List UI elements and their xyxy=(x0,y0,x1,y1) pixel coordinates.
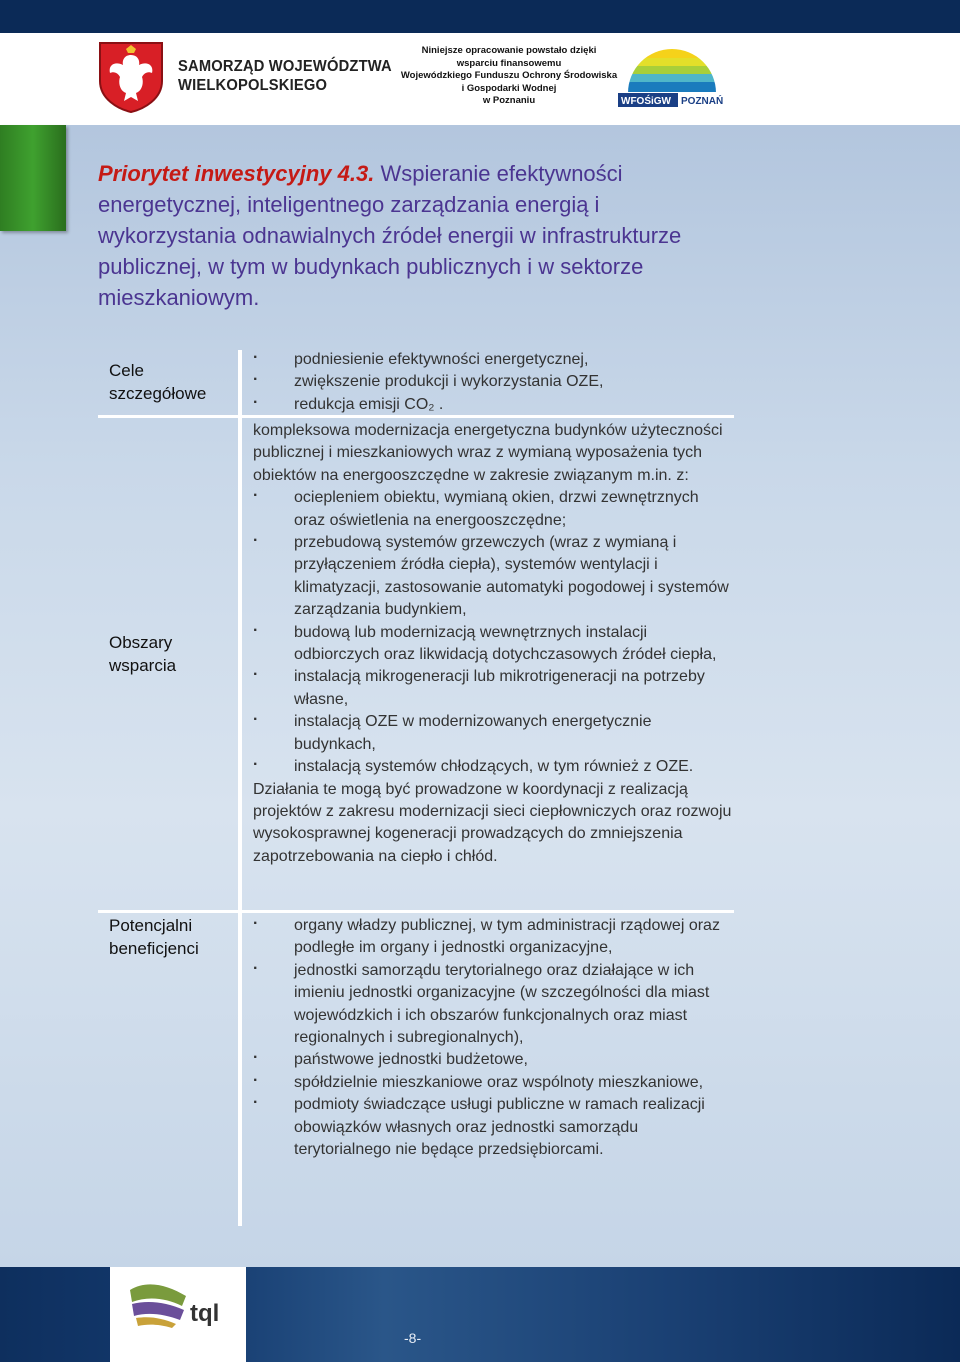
samorzad-line2: WIELKOPOLSKIEGO xyxy=(178,77,328,94)
list-item: · organy władzy publicznej, w tym administracji rządowej oraz podległe im organy i jednostki organizacyjne, xyxy=(253,915,733,960)
beneficjenci-content xyxy=(253,915,733,1161)
list-item: · zwiększenie produkcji i wykorzystania OZE, xyxy=(253,371,733,393)
obszary-outro: Działania te mogą być prowadzone w koordynacji z realizacją projektów z zakresu modernizacji sieci ciepłowniczych oraz rozwoju wysokosprawnej kogeneracji prowadzących do zmniejszenia zapotrzebowania na ciepło i chłód. xyxy=(253,780,732,865)
poznan-label: POZNAŃ xyxy=(681,96,724,107)
table-row-divider xyxy=(98,910,734,913)
list-item: · budową lub modernizacją wewnętrznych instalacji odbiorczych oraz likwidacją dotychczasowych źródeł ciepła, xyxy=(253,622,733,667)
funding-line: wsparciu finansowemu xyxy=(456,57,562,69)
row-label-cele: Cele szczegółowe xyxy=(109,361,207,403)
page-number: -8- xyxy=(404,1330,422,1346)
list-item: · redukcja emisji CO₂ . xyxy=(253,394,733,416)
wfos-label: WFOŚiGW xyxy=(621,96,671,107)
wfosigw-logo xyxy=(618,47,726,109)
obszary-intro: kompleksowa modernizacja energetyczna budynków użyteczności publicznej i mieszkaniowych wraz z wymianą wyposażenia tych obiektów na energooszczędne w zakresie związanym m.in. z: xyxy=(253,422,723,484)
funding-line: w Poznaniu xyxy=(482,95,536,107)
list-item: · spółdzielnie mieszkaniowe oraz wspólnoty mieszkaniowe, xyxy=(253,1072,733,1094)
funding-line: i Gospodarki Wodnej xyxy=(461,82,557,94)
priority-title: Wspieranie efektywności energetycznej, inteligentnego zarządzania energią i wykorzystania odnawialnych źródeł energii w infrastrukturze publicznej, w tym w budynkach publicznych i w sektorze mieszkaniowym. xyxy=(98,161,682,310)
list-item: · instalacją mikrogeneracji lub mikrotrigeneracji na potrzeby własne, xyxy=(253,666,733,711)
green-accent-box xyxy=(0,125,66,231)
samorzad-line1: SAMORZĄD WOJEWÓDZTWA xyxy=(178,58,392,75)
funding-line: Niniejsze opracowanie powstało dzięki xyxy=(421,45,597,56)
list-item: · przebudową systemów grzewczych (wraz z wymianą i przyłączeniem źródła ciepła), systemów wentylacji i klimatyzacji, zastosowanie automatyki pogodowej i systemów zarządzania budynkiem, xyxy=(253,532,733,622)
cele-content xyxy=(253,349,733,416)
tql-logo: tql xyxy=(190,1300,220,1327)
list-item: · instalacją OZE w modernizowanych energetycznie budynkach, xyxy=(253,711,733,756)
list-item: · podmioty świadczące usługi publiczne w ramach realizacji obowiązków własnych oraz jednostki samorządu terytorialnego nie będące przedsiębiorcami. xyxy=(253,1094,733,1161)
list-item: · państwowe jednostki budżetowe, xyxy=(253,1049,733,1071)
coat-of-arms-logo xyxy=(98,41,164,113)
obszary-content xyxy=(253,420,733,868)
table-vertical-divider xyxy=(238,350,242,1226)
priority-prefix: Priorytet inwestycyjny 4.3. xyxy=(98,161,375,186)
row-label-beneficjenci: Potencjalni beneficjenci xyxy=(109,916,199,958)
funding-line: Wojewódzkiego Funduszu Ochrony Środowiska xyxy=(400,70,618,82)
list-item: · jednostki samorządu terytorialnego oraz działające w ich imieniu jednostki organizacyjne (w szczególności dla miast wojewódzkich i ich obszarów funkcjonalnych oraz miast regionalnych i subregionalnych), xyxy=(253,960,733,1050)
samorzad-logo-text xyxy=(178,57,392,95)
priority-heading xyxy=(98,158,738,313)
list-item: · instalacją systemów chłodzących, w tym również z OZE. xyxy=(253,756,733,778)
row-label-obszary: Obszary wsparcia xyxy=(109,633,177,675)
list-item: · podniesienie efektywności energetycznej, xyxy=(253,349,733,371)
decorative-collage-logo xyxy=(126,1280,192,1330)
funding-notice xyxy=(400,45,618,108)
list-item: · ociepleniem obiektu, wymianą okien, drzwi zewnętrznych oraz oświetlenia na energooszczędne; xyxy=(253,487,733,532)
top-bar xyxy=(0,0,960,33)
